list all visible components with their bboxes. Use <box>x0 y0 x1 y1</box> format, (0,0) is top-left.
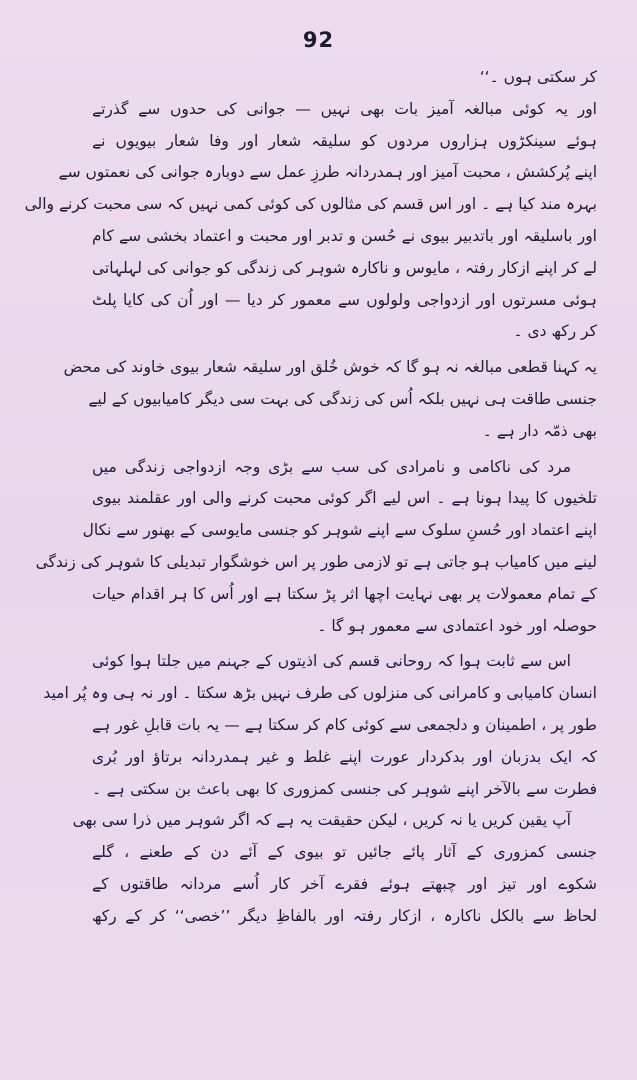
text-line: جنسی کمزوری کے آثار پائے جائیں تو بیوی کے آئے دن کے طعنے ، گلے <box>92 843 597 862</box>
text-line: لینے میں کامیاب ہو جاتی ہے تو لازمی طور پر اس خوشگوار تبدیلی کا شوہر کی زندگی <box>35 552 597 571</box>
text-line: اور باسلیقہ اور باتدبیر بیوی نے حُسن و تدبر اور محبت و اعتماد بخشی سے کام <box>92 226 597 245</box>
text-line: یہ کہنا قطعی مبالغہ نہ ہو گا کہ خوش خُلق اور سلیقہ شعار بیوی خاوند کی محض <box>63 358 597 377</box>
text-line: اور یہ کوئی مبالغہ آمیز بات بھی نہیں — جوانی کی حدوں سے گذرتے <box>92 99 597 118</box>
text-line: کر سکتی ہوں ۔‘‘ <box>479 68 597 86</box>
text-line: حوصلہ اور خود اعتمادی سے معمور ہو گا ۔ <box>317 616 597 635</box>
text-line: اپنے اعتماد اور حُسنِ سلوک سے اپنے شوہر کو جنسی مایوسی کے بھنور سے نکال <box>82 521 597 540</box>
text-line: کہ ایک بدزبان اور بدکردار عورت اپنے غلط و غیر ہمدردانہ برتاؤ اور بُری <box>92 747 597 766</box>
text-line: اس سے ثابت ہوا کہ روحانی قسم کی اذیتوں کے جہنم میں جلتا ہوا کوئی <box>92 652 571 671</box>
text-line: مرد کی ناکامی و نامرادی کی سب سے بڑی وجہ ازدواجی زندگی میں <box>92 457 571 476</box>
text-line: جنسی طاقت ہی نہیں بلکہ اُس کی زندگی کی بہت سی دیگر کامیابیوں کے لیے <box>88 389 597 408</box>
text-line: شکوے اور تیز اور چبھتے ہوئے فقرے آخر کار اُسے مردانہ طاقتوں کے <box>92 874 597 893</box>
text-line: تلخیوں کا پیدا ہونا ہے ۔ اس لیے اگر کوئی محبت کرنے والی اور عقلمند بیوی <box>92 489 597 508</box>
text-line: طور پر ، اطمینان و دلجمعی سے کوئی کام کر سکتا ہے — یہ بات قابلِ غور ہے <box>92 715 597 734</box>
text-line: ہوئی مسرتوں اور ازدواجی ولولوں سے معمور کر دیا — اور اُن کی کایا پلٹ <box>92 290 597 309</box>
text-line: لحاظ سے بالکل ناکارہ ، ازکار رفتہ اور بالفاظِ دیگر ’’خصی‘‘ کر کے رکھ <box>92 906 597 925</box>
text-line: فطرت سے بالآخر اپنے شوہر کی جنسی کمزوری کا بھی باعث بن سکتی ہے ۔ <box>92 779 597 798</box>
text-line: بہرہ مند کیا ہے ۔ اور اس قسم کی مثالوں کی کوئی کمی نہیں کہ سی محبت کرنے والی <box>24 195 597 214</box>
page-number: 92 <box>302 28 335 52</box>
page-text <box>24 62 597 933</box>
text-line: لے کر اپنے ازکار رفتہ ، مایوس و ناکارہ شوہر کی زندگی کو جوانی کی لہلہاتی <box>92 258 597 277</box>
text-line: کے تمام معمولات پر بھی نہایت اچھا اثر پڑ سکتا ہے اور اُس کا ہر اقدام حیات <box>92 584 597 603</box>
text-line: انسان کامیابی و کامرانی کی منزلوں کی طرف نہیں بڑھ سکتا ۔ اور نہ ہی وہ پُر امید <box>43 684 597 703</box>
text-line: کر رکھ دی ۔ <box>513 322 597 341</box>
text-line: ہوئے سینکڑوں ہزاروں مردوں کو سلیقہ شعار اور وفا شعار بیویوں نے <box>92 131 597 150</box>
text-line: اپنے پُرکشش ، محبت آمیز اور ہمدردانہ طرزِ عمل سے دوبارہ جوانی کی نعمتوں سے <box>58 163 597 182</box>
text-line: آپ یقین کریں یا نہ کریں ، لیکن حقیقت یہ ہے کہ اگر شوہر میں ذرا سی بھی <box>72 811 571 830</box>
text-line: بھی ذمّہ دار ہے ۔ <box>482 421 597 440</box>
